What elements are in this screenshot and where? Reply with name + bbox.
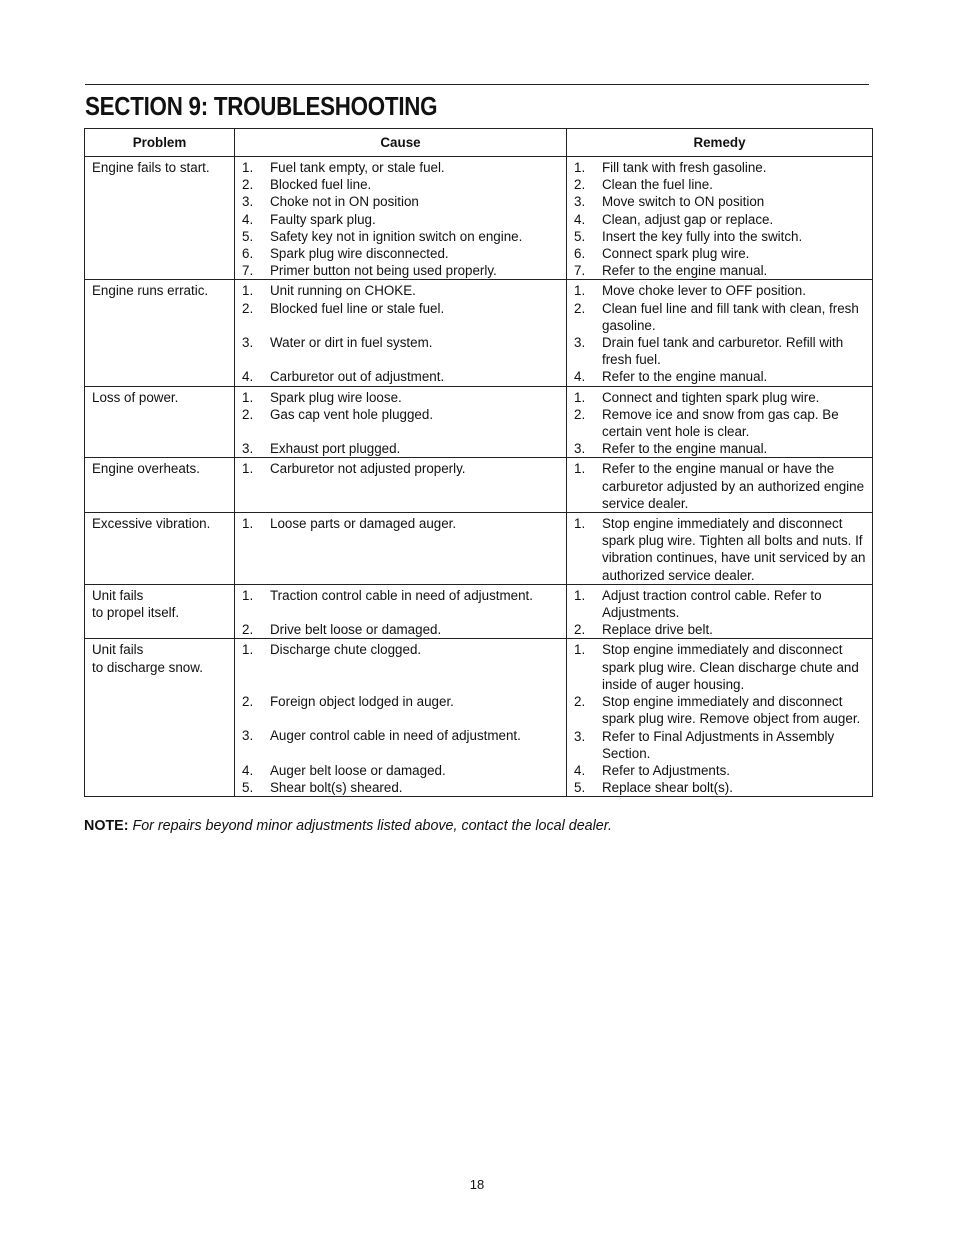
remedy-number: 5.	[574, 780, 586, 796]
cause-text: Traction control cable in need of adjustment.	[270, 587, 534, 603]
remedy-text: Connect and tighten spark plug wire.	[602, 389, 820, 405]
problem-cell	[85, 513, 235, 585]
remedy-item	[574, 193, 866, 210]
cause-item	[242, 389, 560, 406]
remedy-item	[574, 334, 866, 368]
remedy-number: 4.	[574, 211, 586, 227]
cause-number: 7.	[242, 263, 254, 279]
cause-text: Spark plug wire loose.	[270, 389, 402, 405]
table-body	[85, 157, 873, 797]
remedy-text: Move choke lever to OFF position.	[602, 283, 806, 299]
problem-text: Engine overheats.	[92, 461, 200, 477]
note-text: For repairs beyond minor adjustments listed above, contact the local dealer.	[132, 818, 612, 834]
cause-number: 4.	[242, 369, 254, 385]
cause-text: Primer button not being used properly.	[270, 263, 497, 279]
remedy-number: 4.	[574, 762, 586, 778]
remedy-text: Replace shear bolt(s).	[602, 780, 733, 796]
cause-text: Blocked fuel line.	[270, 177, 372, 193]
problem-text: Unit fails	[92, 642, 144, 658]
cause-item	[242, 587, 560, 621]
remedy-cell	[567, 386, 873, 458]
cause-text: Faulty spark plug.	[270, 211, 376, 227]
cause-text: Auger belt loose or damaged.	[270, 762, 446, 778]
remedy-text: Refer to the engine manual.	[602, 441, 768, 457]
table-row	[85, 386, 873, 458]
table-row	[85, 639, 873, 797]
cause-text: Carburetor out of adjustment.	[270, 369, 445, 385]
remedy-text: Connect spark plug wire.	[602, 246, 750, 262]
cause-text: Exhaust port plugged.	[270, 441, 401, 457]
cause-number: 2.	[242, 622, 254, 638]
remedy-text: Stop engine immediately and disconnect spark plug wire. Clean discharge chute and inside of auger housing.	[602, 642, 859, 692]
problem-text: Unit fails	[92, 587, 144, 603]
cause-number: 4.	[242, 762, 254, 778]
cause-text: Gas cap vent hole plugged.	[270, 406, 434, 422]
cause-cell	[235, 584, 567, 639]
cause-item	[242, 762, 560, 779]
remedy-item	[574, 245, 866, 262]
remedy-text: Stop engine immediately and disconnect spark plug wire. Tighten all bolts and nuts. If vibration continues, have unit serviced by an authorized service dealer.	[602, 516, 866, 583]
remedy-item	[574, 440, 866, 457]
cause-text: Choke not in ON position	[270, 194, 419, 210]
cause-number: 5.	[242, 780, 254, 796]
cause-item	[242, 406, 560, 440]
cause-number: 5.	[242, 228, 254, 244]
cause-number: 3.	[242, 441, 254, 457]
cause-number: 3.	[242, 335, 254, 351]
remedy-text: Refer to the engine manual.	[602, 369, 768, 385]
section-title: SECTION 9: TROUBLESHOOTING	[85, 91, 438, 121]
remedy-number: 6.	[574, 246, 586, 262]
cause-text: Foreign object lodged in auger.	[270, 694, 454, 710]
remedy-number: 2.	[574, 694, 586, 710]
remedy-number: 2.	[574, 406, 586, 422]
troubleshooting-table	[84, 128, 873, 797]
cause-item	[242, 262, 560, 279]
remedy-cell	[567, 280, 873, 386]
remedy-cell	[567, 513, 873, 585]
cause-item	[242, 779, 560, 796]
cause-number: 1.	[242, 461, 254, 477]
remedy-number: 1.	[574, 516, 586, 532]
cause-cell	[235, 157, 567, 280]
cause-number: 4.	[242, 211, 254, 227]
remedy-item	[574, 693, 866, 727]
remedy-item	[574, 762, 866, 779]
cause-text: Loose parts or damaged auger.	[270, 516, 457, 532]
cause-number: 2.	[242, 406, 254, 422]
cause-text: Discharge chute clogged.	[270, 642, 422, 658]
cause-text: Carburetor not adjusted properly.	[270, 461, 466, 477]
cause-item	[242, 245, 560, 262]
problem-cell	[85, 584, 235, 639]
cause-item	[242, 176, 560, 193]
table-header-row	[85, 129, 873, 157]
remedy-item	[574, 460, 866, 512]
remedy-item	[574, 779, 866, 796]
cause-cell	[235, 639, 567, 797]
cause-item	[242, 300, 560, 334]
cause-text: Water or dirt in fuel system.	[270, 335, 433, 351]
remedy-item	[574, 406, 866, 440]
problem-text: Loss of power.	[92, 389, 179, 405]
problem-cell	[85, 458, 235, 513]
cause-item	[242, 368, 560, 385]
problem-text: Engine fails to start.	[92, 160, 210, 175]
remedy-item	[574, 262, 866, 279]
remedy-text: Clean, adjust gap or replace.	[602, 211, 774, 227]
remedy-item	[574, 282, 866, 299]
remedy-item	[574, 300, 866, 334]
remedy-number: 7.	[574, 263, 586, 279]
cause-text: Shear bolt(s) sheared.	[270, 780, 403, 796]
cause-cell	[235, 280, 567, 386]
remedy-item	[574, 389, 866, 406]
cause-text: Unit running on CHOKE.	[270, 283, 416, 299]
remedy-number: 2.	[574, 177, 586, 193]
header-problem: Problem	[85, 129, 235, 157]
remedy-text: Refer to Final Adjustments in Assembly Section.	[602, 728, 835, 761]
cause-text: Drive belt loose or damaged.	[270, 622, 442, 638]
cause-item	[242, 334, 560, 368]
cause-item	[242, 727, 560, 761]
remedy-cell	[567, 584, 873, 639]
cause-number: 1.	[242, 516, 254, 532]
cause-item	[242, 641, 560, 693]
remedy-number: 3.	[574, 728, 586, 744]
header-remedy: Remedy	[567, 129, 873, 157]
cause-number: 6.	[242, 246, 254, 262]
cause-item	[242, 228, 560, 245]
remedy-item	[574, 176, 866, 193]
table-row	[85, 280, 873, 386]
cause-number: 1.	[242, 389, 254, 405]
problem-cell	[85, 280, 235, 386]
cause-number: 2.	[242, 694, 254, 710]
cause-item	[242, 159, 560, 176]
table-row	[85, 584, 873, 639]
header-cause: Cause	[235, 129, 567, 157]
remedy-item	[574, 228, 866, 245]
cause-item	[242, 693, 560, 727]
remedy-number: 1.	[574, 389, 586, 405]
remedy-number: 5.	[574, 228, 586, 244]
cause-text: Blocked fuel line or stale fuel.	[270, 300, 445, 316]
top-rule	[85, 84, 869, 85]
remedy-cell	[567, 639, 873, 797]
remedy-text: Refer to Adjustments.	[602, 762, 731, 778]
remedy-number: 1.	[574, 461, 586, 477]
remedy-text: Clean the fuel line.	[602, 177, 713, 193]
table-row	[85, 157, 873, 280]
problem-cell	[85, 157, 235, 280]
problem-text: to discharge snow.	[92, 659, 203, 675]
cause-item	[242, 621, 560, 638]
remedy-item	[574, 159, 866, 176]
cause-item	[242, 515, 560, 532]
remedy-item	[574, 728, 866, 762]
cause-text: Spark plug wire disconnected.	[270, 246, 449, 262]
remedy-number: 1.	[574, 283, 586, 299]
cause-item	[242, 282, 560, 299]
remedy-number: 1.	[574, 160, 586, 175]
remedy-number: 1.	[574, 587, 586, 603]
remedy-text: Adjust traction control cable. Refer to Adjustments.	[602, 587, 822, 621]
remedy-item	[574, 641, 866, 693]
problem-cell	[85, 639, 235, 797]
cause-number: 1.	[242, 160, 254, 175]
remedy-item	[574, 515, 866, 584]
cause-cell	[235, 458, 567, 513]
remedy-number: 4.	[574, 369, 586, 385]
remedy-text: Remove ice and snow from gas cap. Be certain vent hole is clear.	[602, 406, 839, 440]
cause-cell	[235, 386, 567, 458]
cause-text: Auger control cable in need of adjustment.	[270, 728, 521, 744]
cause-number: 3.	[242, 194, 254, 210]
cause-number: 1.	[242, 283, 254, 299]
cause-number: 1.	[242, 587, 254, 603]
remedy-number: 3.	[574, 194, 586, 210]
table-row	[85, 513, 873, 585]
remedy-cell	[567, 458, 873, 513]
remedy-number: 2.	[574, 300, 586, 316]
cause-item	[242, 193, 560, 210]
remedy-text: Replace drive belt.	[602, 622, 713, 638]
table-row	[85, 458, 873, 513]
remedy-number: 3.	[574, 335, 586, 351]
cause-cell	[235, 513, 567, 585]
problem-cell	[85, 386, 235, 458]
remedy-text: Refer to the engine manual or have the carburetor adjusted by an authorized engine service dealer.	[602, 461, 865, 511]
remedy-cell	[567, 157, 873, 280]
problem-text: to propel itself.	[92, 605, 180, 621]
cause-item	[242, 211, 560, 228]
remedy-text: Move switch to ON position	[602, 194, 765, 210]
remedy-item	[574, 621, 866, 638]
remedy-item	[574, 211, 866, 228]
remedy-number: 1.	[574, 642, 586, 658]
cause-number: 2.	[242, 300, 254, 316]
note	[84, 818, 612, 834]
page-number: 18	[469, 1177, 485, 1192]
cause-item	[242, 440, 560, 457]
remedy-text: Clean fuel line and fill tank with clean, fresh gasoline.	[602, 300, 859, 333]
cause-number: 2.	[242, 177, 254, 193]
remedy-text: Drain fuel tank and carburetor. Refill with fresh fuel.	[602, 335, 844, 368]
remedy-item	[574, 368, 866, 385]
cause-text: Fuel tank empty, or stale fuel.	[270, 160, 445, 175]
remedy-text: Stop engine immediately and disconnect spark plug wire. Remove object from auger.	[602, 694, 861, 727]
cause-number: 3.	[242, 728, 254, 744]
cause-item	[242, 460, 560, 477]
problem-text: Excessive vibration.	[92, 516, 211, 532]
remedy-item	[574, 587, 866, 621]
cause-text: Safety key not in ignition switch on engine.	[270, 228, 523, 244]
note-label: NOTE:	[84, 818, 129, 834]
remedy-text: Refer to the engine manual.	[602, 263, 768, 279]
remedy-text: Insert the key fully into the switch.	[602, 228, 803, 244]
cause-number: 1.	[242, 642, 254, 658]
remedy-text: Fill tank with fresh gasoline.	[602, 160, 767, 175]
problem-text: Engine runs erratic.	[92, 283, 209, 299]
remedy-number: 2.	[574, 622, 586, 638]
remedy-number: 3.	[574, 441, 586, 457]
